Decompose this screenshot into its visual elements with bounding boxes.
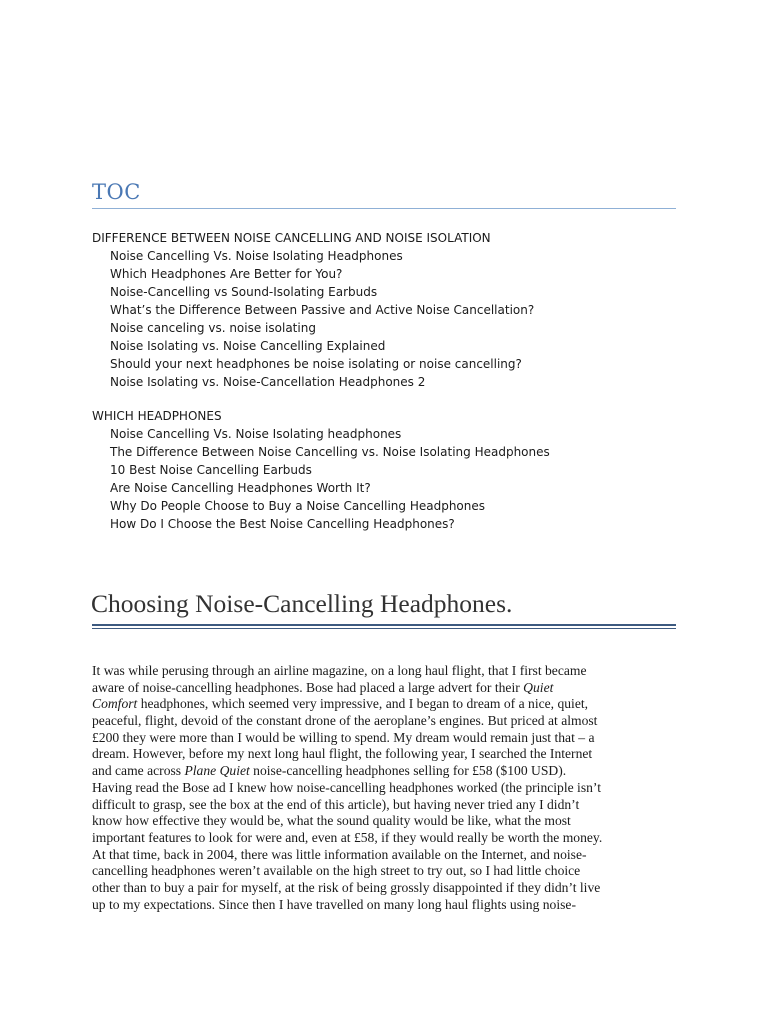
toc-item[interactable]: Noise canceling vs. noise isolating bbox=[110, 321, 316, 335]
body-text-run: headphones, which seemed very impressive, and I began to dream of a nice, quiet, bbox=[137, 696, 589, 712]
toc-item[interactable]: Should your next headphones be noise isolating or noise cancelling? bbox=[110, 357, 522, 371]
body-line bbox=[92, 713, 682, 730]
article-body bbox=[92, 663, 682, 913]
body-text-run: and came across bbox=[92, 763, 185, 779]
toc-item[interactable]: 10 Best Noise Cancelling Earbuds bbox=[110, 463, 312, 477]
body-text-run: important features to look for were and, even at £58, if they would really be worth the money. bbox=[92, 829, 603, 845]
body-line bbox=[92, 680, 682, 697]
body-line bbox=[92, 696, 682, 713]
body-line bbox=[92, 847, 682, 864]
toc-item[interactable]: Which Headphones Are Better for You? bbox=[110, 267, 343, 281]
toc-group bbox=[92, 407, 692, 533]
body-text-run: It was while perusing through an airline magazine, on a long haul flight, that I first became bbox=[92, 663, 587, 678]
body-text-run: cancelling headphones weren’t available on the high street to try out, so I had little choice bbox=[92, 863, 581, 879]
toc-item[interactable]: How Do I Choose the Best Noise Cancelling Headphones? bbox=[110, 517, 455, 531]
body-italic-run: Comfort bbox=[92, 696, 138, 712]
toc-item[interactable]: Noise Isolating vs. Noise-Cancellation Headphones 2 bbox=[110, 375, 426, 389]
body-line bbox=[92, 863, 682, 880]
body-text-run: aware of noise-cancelling headphones. Bose had placed a large advert for their bbox=[92, 679, 524, 695]
toc-item[interactable]: Why Do People Choose to Buy a Noise Cancelling Headphones bbox=[110, 499, 486, 513]
toc-item[interactable]: Noise Cancelling Vs. Noise Isolating Headphones bbox=[110, 249, 403, 263]
body-line bbox=[92, 830, 682, 847]
toc-item[interactable]: The Difference Between Noise Cancelling vs. Noise Isolating Headphones bbox=[110, 445, 550, 459]
body-line bbox=[92, 780, 682, 797]
body-text-run: noise-cancelling headphones selling for £58 ($100 USD). bbox=[249, 763, 567, 779]
toc-item[interactable]: What’s the Difference Between Passive and Active Noise Cancellation? bbox=[110, 303, 535, 317]
body-text-run: difficult to grasp, see the box at the end of this article), but having never tried any I didn’t bbox=[92, 796, 580, 812]
toc-item-list bbox=[92, 247, 692, 391]
body-text-run: up to my expectations. Since then I have travelled on many long haul flights using noise- bbox=[92, 896, 576, 912]
body-line bbox=[92, 663, 682, 680]
body-italic-run: Quiet bbox=[523, 679, 554, 695]
body-line bbox=[92, 813, 682, 830]
body-text-run: £200 they were more than I would be willing to spend. My dream would remain just that – a bbox=[92, 729, 595, 745]
body-text-run: peaceful, flight, devoid of the constant drone of the aeroplane’s engines. But priced at almost bbox=[92, 713, 598, 729]
toc-group bbox=[92, 229, 692, 391]
toc-item-list bbox=[92, 425, 692, 533]
toc-item[interactable]: Are Noise Cancelling Headphones Worth It? bbox=[110, 481, 371, 495]
body-text-run: know how effective they would be, what the sound quality would be like, what the most bbox=[92, 813, 571, 829]
toc-heading-rule bbox=[92, 208, 676, 209]
toc-item[interactable]: Noise Cancelling Vs. Noise Isolating headphones bbox=[110, 427, 402, 441]
body-line bbox=[92, 897, 682, 914]
article-title-rule bbox=[92, 624, 676, 629]
toc-group-title[interactable]: DIFFERENCE BETWEEN NOISE CANCELLING AND NOISE ISOLATION bbox=[92, 231, 491, 245]
toc-heading: TOC bbox=[92, 180, 141, 204]
article-title: Choosing Noise-Cancelling Headphones. bbox=[91, 589, 513, 618]
body-text-run: other than to buy a pair for myself, at the risk of being grossly disappointed if they didn’t live bbox=[92, 879, 601, 895]
toc-item[interactable]: Noise-Cancelling vs Sound-Isolating Earbuds bbox=[110, 285, 378, 299]
body-line bbox=[92, 797, 682, 814]
toc-group-title[interactable]: WHICH HEADPHONES bbox=[92, 409, 222, 423]
body-line bbox=[92, 880, 682, 897]
body-text-run: At that time, back in 2004, there was little information available on the Internet, and noise- bbox=[92, 846, 587, 862]
body-italic-run: Plane Quiet bbox=[184, 763, 250, 779]
body-line bbox=[92, 730, 682, 747]
table-of-contents bbox=[92, 229, 692, 549]
toc-item[interactable]: Noise Isolating vs. Noise Cancelling Explained bbox=[110, 339, 386, 353]
body-text-run: dream. However, before my next long haul flight, the following year, I searched the Internet bbox=[92, 746, 593, 762]
body-text-run: Having read the Bose ad I knew how noise-cancelling headphones worked (the principle isn’t bbox=[92, 779, 601, 795]
body-line bbox=[92, 746, 682, 763]
body-line bbox=[92, 763, 682, 780]
